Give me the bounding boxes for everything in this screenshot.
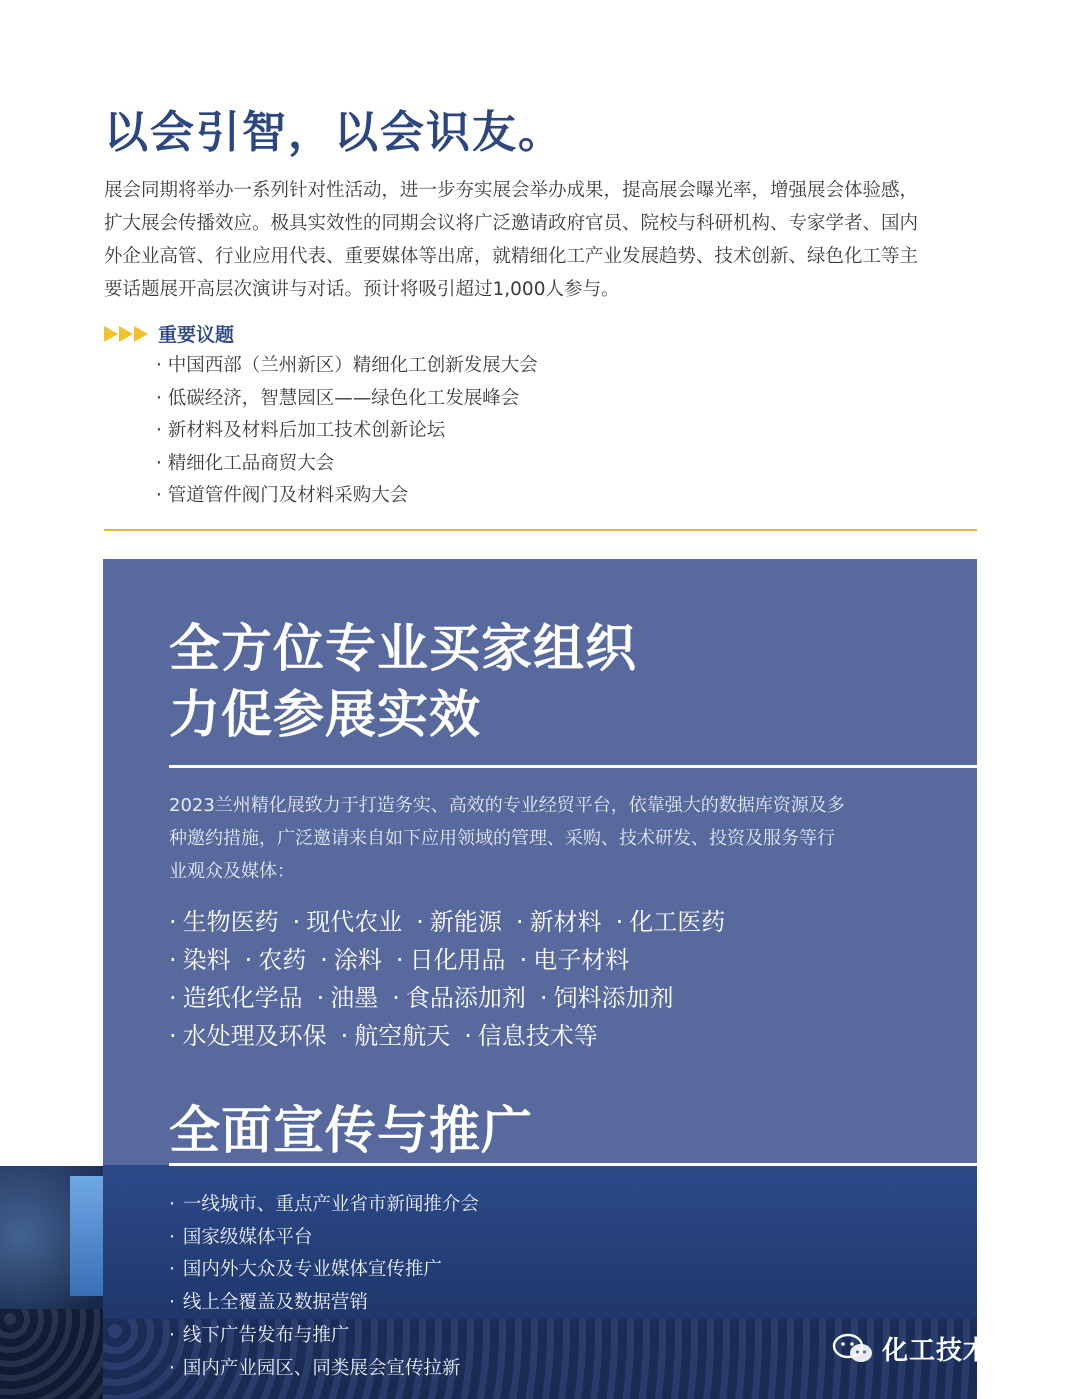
event-photo-strip <box>0 1166 103 1399</box>
topic-item: · 中国西部（兰州新区）精细化工创新发展大会 <box>156 355 538 376</box>
intro-paragraph <box>104 174 984 306</box>
promo-item: · 国内产业园区、同类展会宣传拉新 <box>169 1353 479 1386</box>
description-line: 种邀约措施，广泛邀请来自如下应用领域的管理、采购、技术研发、投资及服务等行 <box>169 828 835 849</box>
field-tag: · 生物医药 <box>169 903 279 941</box>
buyer-title-line: 全方位专业买家组织 <box>169 620 638 679</box>
field-row <box>169 941 929 979</box>
field-tag: · 造纸化学品 <box>169 979 303 1017</box>
field-tag: · 化工医药 <box>616 903 726 941</box>
intro-line: 要话题展开高层次演讲与对话。预计将吸引超过1,000人参与。 <box>104 279 620 300</box>
buyer-title-line: 力促参展实效 <box>169 686 482 745</box>
topic-item: · 精细化工品商贸大会 <box>156 452 335 474</box>
field-row <box>169 979 929 1017</box>
field-tag: · 新材料 <box>516 903 602 941</box>
field-tag: · 涂料 <box>320 941 382 979</box>
topic-item: · 新材料及材料后加工技术创新论坛 <box>156 420 446 441</box>
gold-divider <box>104 529 977 531</box>
intro-line: 外企业高管、行业应用代表、重要媒体等出席，就精细化工产业发展趋势、技术创新、绿色化工等主 <box>104 246 919 267</box>
wechat-icon <box>832 1333 874 1365</box>
field-tag: · 食品添加剂 <box>392 979 526 1017</box>
buyer-description <box>169 789 929 888</box>
field-tag: · 电子材料 <box>520 941 630 979</box>
topics-title: 重要议题 <box>158 324 235 346</box>
description-line: 2023兰州精化展致力于打造务实、高效的专业经贸平台，依靠强大的数据库资源及多 <box>169 795 845 816</box>
field-tag: · 航空航天 <box>341 1017 451 1055</box>
blue-panel <box>103 559 977 1399</box>
field-tag: · 饲料添加剂 <box>540 979 674 1017</box>
buyer-section-title <box>169 617 637 749</box>
promo-section-title <box>169 1099 533 1165</box>
field-tag: · 油墨 <box>317 979 379 1017</box>
wechat-watermark <box>832 1330 1044 1367</box>
topics-header <box>104 320 234 347</box>
field-tag: · 农药 <box>245 941 307 979</box>
promo-title-line: 全面宣传与推广 <box>169 1102 534 1161</box>
field-row <box>169 903 929 941</box>
field-tag: · 染料 <box>169 941 231 979</box>
white-rule <box>169 1163 977 1166</box>
field-tag: · 新能源 <box>416 903 502 941</box>
promo-item: · 线下广告发布与推广 <box>169 1320 479 1353</box>
application-fields <box>169 903 929 1055</box>
page-heading: 以会引智，以会识友。 <box>104 107 564 158</box>
promo-item: · 线上全覆盖及数据营销 <box>169 1287 479 1320</box>
topic-item: · 管道管件阀门及材料采购大会 <box>156 485 409 506</box>
topics-list <box>156 350 538 513</box>
topic-item: · 低碳经济，智慧园区——绿色化工发展峰会 <box>156 387 520 409</box>
white-rule <box>169 765 977 768</box>
intro-line: 展会同期将举办一系列针对性活动，进一步夯实展会举办成果，提高展会曝光率，增强展会体验感， <box>104 180 919 201</box>
promo-list <box>169 1189 479 1385</box>
watermark-text: 化工技术资讯 <box>882 1336 1045 1366</box>
field-tag: · 信息技术等 <box>464 1017 598 1055</box>
field-tag: · 水处理及环保 <box>169 1017 327 1055</box>
promo-item: · 国家级媒体平台 <box>169 1222 479 1255</box>
promo-item: · 国内外大众及专业媒体宣传推广 <box>169 1254 479 1287</box>
field-tag: · 日化用品 <box>396 941 506 979</box>
intro-line: 扩大展会传播效应。极具实效性的同期会议将广泛邀请政府官员、院校与科研机构、专家学者、国内 <box>104 213 919 234</box>
field-tag: · 现代农业 <box>293 903 403 941</box>
promo-item: · 一线城市、重点产业省市新闻推介会 <box>169 1189 479 1222</box>
description-line: 业观众及媒体： <box>169 861 295 882</box>
field-row <box>169 1017 929 1055</box>
triple-arrow-icon <box>104 326 148 342</box>
